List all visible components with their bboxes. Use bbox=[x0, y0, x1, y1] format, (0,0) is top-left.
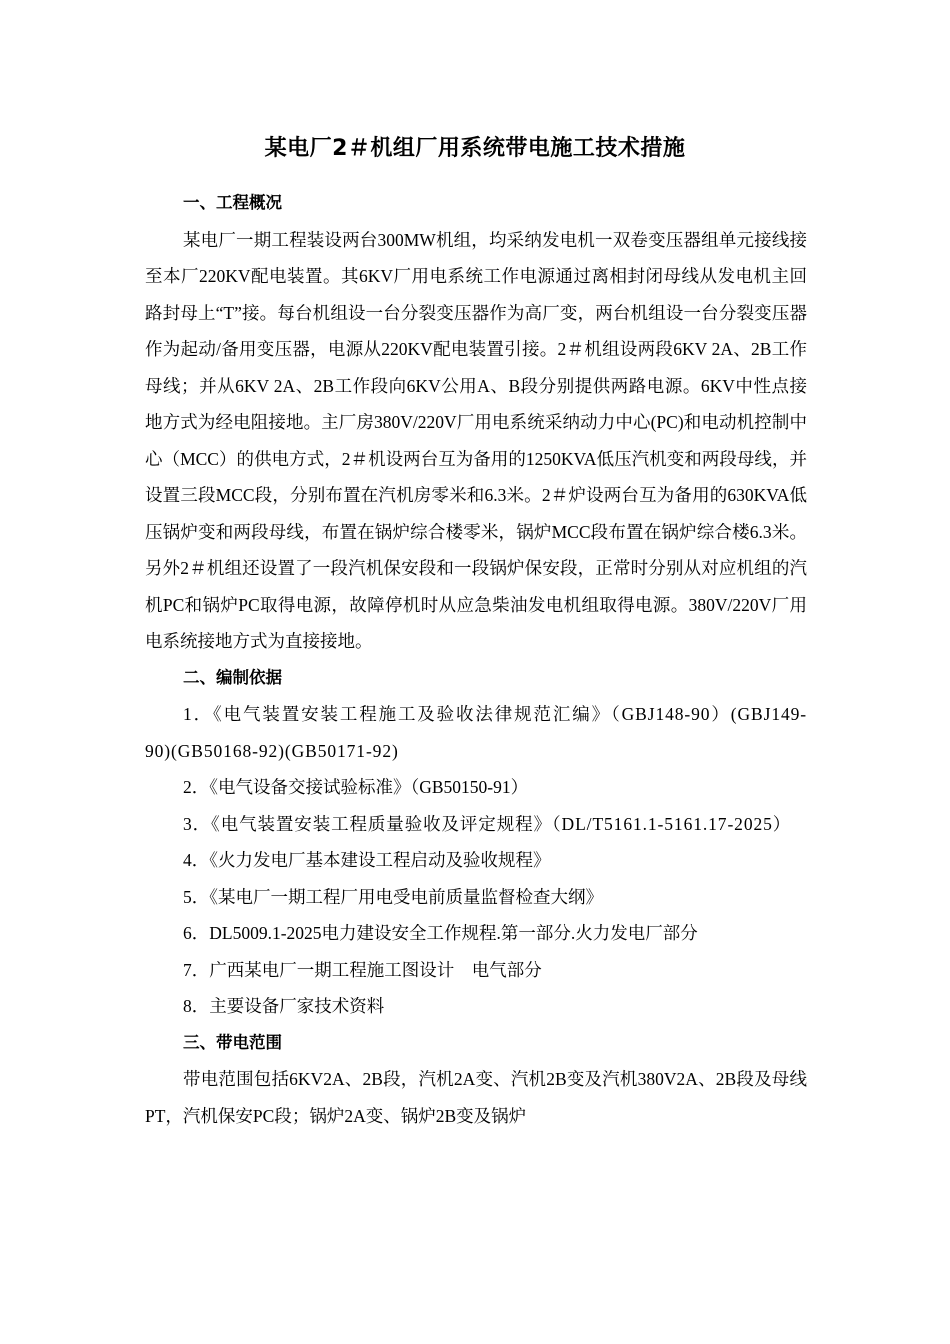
basis-item: 1．《电气装置安装工程施工及验收法律规范汇编》（GBJ148-90）(GBJ149-90)(GB50168-92)(GB50171-92) bbox=[145, 704, 807, 761]
basis-item: 7．广西某电厂一期工程施工图设计 电气部分 bbox=[183, 959, 542, 980]
basis-item: 3．《电气装置安装工程质量验收及评定规程》（DL/T5161.1-5161.17-2025） bbox=[183, 813, 792, 834]
section-heading-basis: 二、编制依据 bbox=[183, 667, 282, 687]
document-body bbox=[145, 185, 807, 1134]
document-title: 某电厂2＃机组厂用系统带电施工技术措施 bbox=[264, 136, 686, 161]
section-heading-overview: 一、工程概况 bbox=[183, 193, 282, 212]
basis-item: 2．《电气设备交接试验标准》（GB50150-91） bbox=[183, 777, 529, 797]
section-heading-scope: 三、带电范围 bbox=[183, 1032, 282, 1052]
scope-paragraph: 带电范围包括6KV2A、2B段，汽机2A变、汽机2B变及汽机380V2A、2B段及母线PT，汽机保安PC段；锅炉2A变、锅炉2B变及锅炉 bbox=[145, 1069, 807, 1126]
basis-item: 5．《某电厂一期工程厂用电受电前质量监督检查大纲》 bbox=[183, 886, 603, 907]
overview-paragraph: 某电厂一期工程装设两台300MW机组，均采纳发电机一双卷变压器组单元接线接至本厂220KV配电装置。其6KV厂用电系统工作电源通过离相封闭母线从发电机主回路封母上“T”接。每台机组设一台分裂变压器作为高厂变，两台机组设一台分裂变压器作为起动/备用变压器，电源从220KV配电装置引接。2＃机组设两段6KV 2A、2B工作母线；并从6KV 2A、2B工作段向6KV公用A、B段分别提供两路电源。6KV中性点接地方式为经电阻接地。主厂房380V/220V厂用电系统采纳动力中心(PC)和电动机控制中心（MCC）的供电方式，2＃机设两台互为备用的1250KVA低压汽机变和两段母线，并设置三段MCC段，分别布置在汽机房零米和6.3米。2＃炉设两台互为备用的630KVA低压锅炉变和两段母线，布置在锅炉综合楼零米，锅炉MCC段布置在锅炉综合楼6.3米。另外2＃机组还设置了一段汽机保安段和一段锅炉保安段，正常时分别从对应机组的汽机PC和锅炉PC取得电源，故障停机时从应急柴油发电机组取得电源。380V/220V厂用电系统接地方式为直接接地。 bbox=[145, 229, 807, 651]
basis-item: 4．《火力发电厂基本建设工程启动及验收规程》 bbox=[183, 850, 551, 870]
basis-item: 8．主要设备厂家技术资料 bbox=[183, 996, 385, 1016]
basis-item: 6．DL5009.1-2025电力建设安全工作规程.第一部分.火力发电厂部分 bbox=[183, 923, 698, 943]
